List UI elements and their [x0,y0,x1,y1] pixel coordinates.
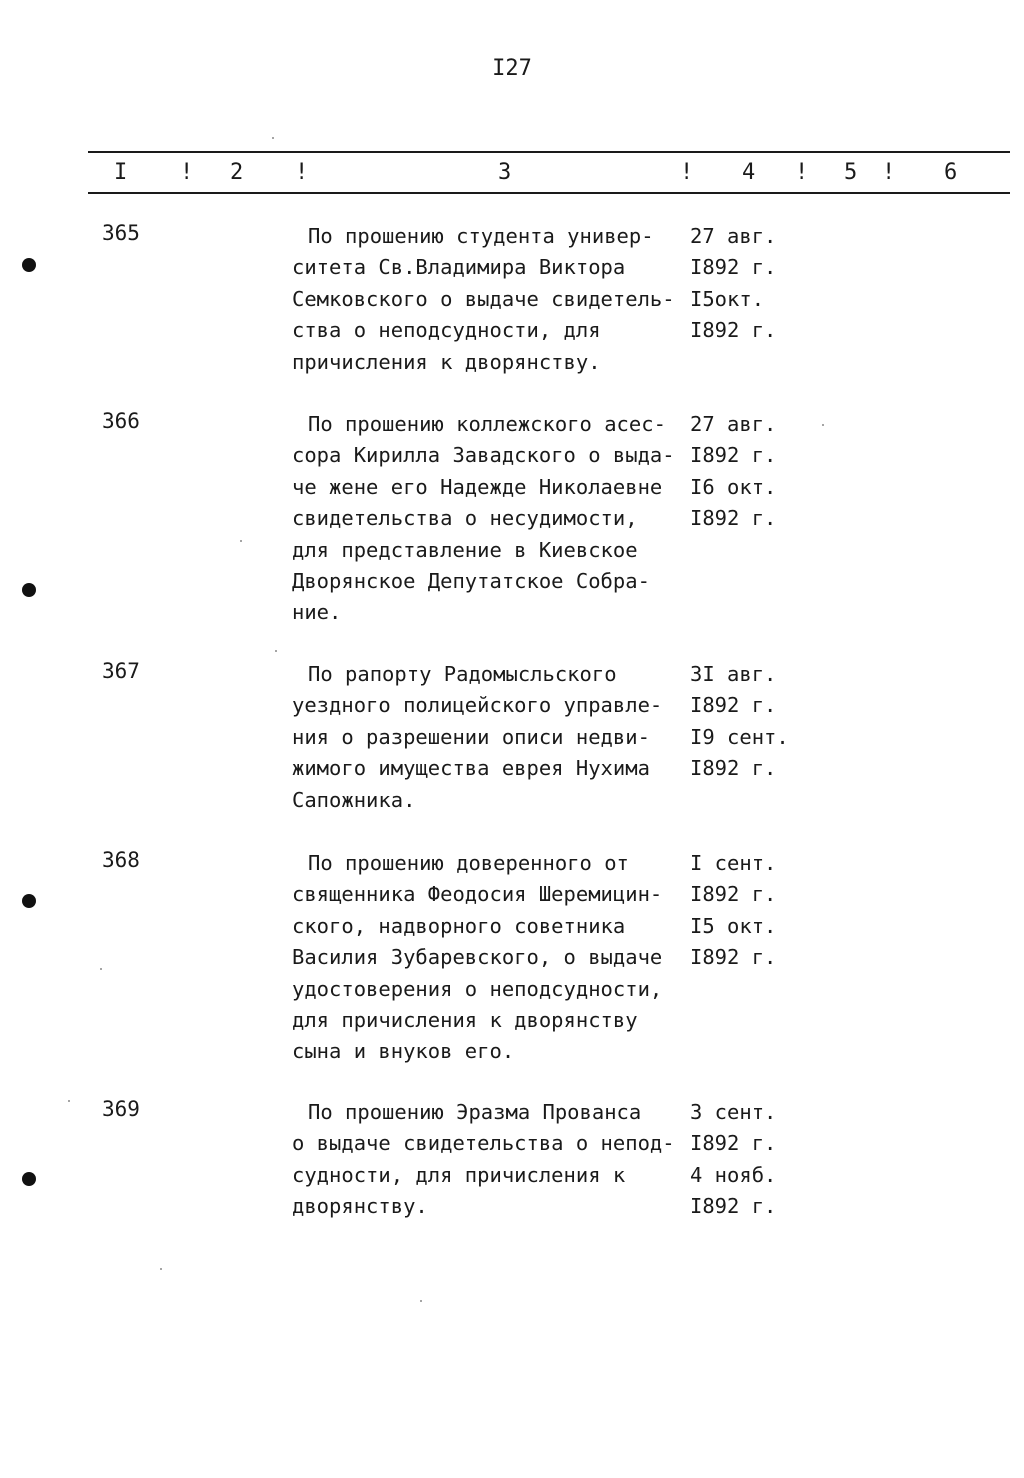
date-end: I5окт. [690,286,765,311]
description-line: судности, для причисления к [292,1162,626,1187]
column-header-4: 4 [742,160,756,185]
date-end-year: I892 г. [690,756,777,781]
description-line: ние. [292,600,342,625]
description-line: жимого имущества еврея Нухима [292,756,650,781]
scan-speck [100,968,102,970]
entry-dates [690,659,820,785]
scan-speck [160,1268,162,1270]
binder-hole [22,1172,36,1186]
entry-number: 369 [102,1097,140,1121]
column-separator: ! [680,160,694,185]
scan-speck [240,540,242,542]
entry-dates [690,1097,820,1223]
scan-speck [68,1100,70,1102]
description-line: По рапорту Радомысльского [308,662,617,686]
scan-speck [275,650,277,652]
description-line: для представление в Киевское [292,537,638,562]
date-end-year: I892 г. [690,945,777,970]
entry-number: 365 [102,221,140,245]
binder-hole [22,258,36,272]
date-start-year: I892 г. [690,693,777,718]
description-line: Василия Зубаревского, о выдаче [292,945,663,970]
description-line: сора Кирилла Завадского о выда- [292,443,675,468]
description-line: уездного полицейского управле- [292,693,663,718]
date-end: I5 окт. [690,913,777,938]
scan-speck [272,137,274,139]
description-line: По прошению студента универ- [308,224,654,248]
date-end: 4 нояб. [690,1162,777,1187]
description-line: ства о неподсудности, для [292,318,601,343]
description-line: Сапожника. [292,787,416,812]
column-separator: ! [180,160,194,185]
date-start: I сент. [690,851,777,875]
date-start-year: I892 г. [690,882,777,907]
binder-hole [22,894,36,908]
binder-hole [22,583,36,597]
column-header-3: 3 [498,160,512,185]
header-top-rule [88,151,1010,153]
description-line: о выдаче свидетельства о непод- [292,1131,675,1156]
description-line: Семковского о выдаче свидетель- [292,286,675,311]
column-header-2: 2 [230,160,244,185]
column-header-5: 5 [844,160,858,185]
entry-dates [690,221,820,347]
column-header-1: I [114,160,128,185]
date-end-year: I892 г. [690,506,777,531]
description-line: священника Феодосия Шеремицин- [292,882,663,907]
description-line: сына и внуков его. [292,1039,515,1064]
description-line: ского, надворного советника [292,913,626,938]
entry-number: 367 [102,659,140,683]
date-start: 3 сент. [690,1100,777,1124]
date-start: 3I авг. [690,662,777,686]
date-start-year: I892 г. [690,255,777,280]
entry-description [292,848,692,1068]
date-start-year: I892 г. [690,443,777,468]
description-line: для причисления к дворянству [292,1007,638,1032]
date-start-year: I892 г. [690,1131,777,1156]
description-line: ситета Св.Владимира Виктора [292,255,626,280]
column-separator: ! [795,160,809,185]
description-line: По прошению коллежского асес- [308,412,666,436]
entry-description [292,409,692,629]
column-separator: ! [295,160,309,185]
description-line: причисления к дворянству. [292,349,601,374]
description-line: че жене его Надежде Николаевне [292,474,663,499]
column-separator: ! [882,160,896,185]
entry-description [292,1097,692,1223]
description-line: дворянству. [292,1194,428,1219]
description-line: По прошению Эразма Прованса [308,1100,642,1124]
entry-dates [690,848,820,974]
header-bottom-rule [88,192,1010,194]
scan-speck [420,1300,422,1302]
description-line: По прошению доверенного от [308,851,629,875]
scan-speck [822,424,824,426]
description-line: Дворянское Депутатское Собра- [292,568,650,593]
date-start: 27 авг. [690,224,777,248]
description-line: удостоверения о неподсудности, [292,976,663,1001]
entry-description [292,659,692,816]
entry-description [292,221,692,378]
entry-number: 366 [102,409,140,433]
column-header-6: 6 [944,160,958,185]
date-end-year: I892 г. [690,1194,777,1219]
date-end: I6 окт. [690,474,777,499]
date-end: I9 сент. [690,724,789,749]
date-end-year: I892 г. [690,318,777,343]
date-start: 27 авг. [690,412,777,436]
entry-number: 368 [102,848,140,872]
description-line: свидетельства о несудимости, [292,506,638,531]
page-number: I27 [492,56,532,81]
description-line: ния о разрешении описи недви- [292,724,650,749]
entry-dates [690,409,820,535]
